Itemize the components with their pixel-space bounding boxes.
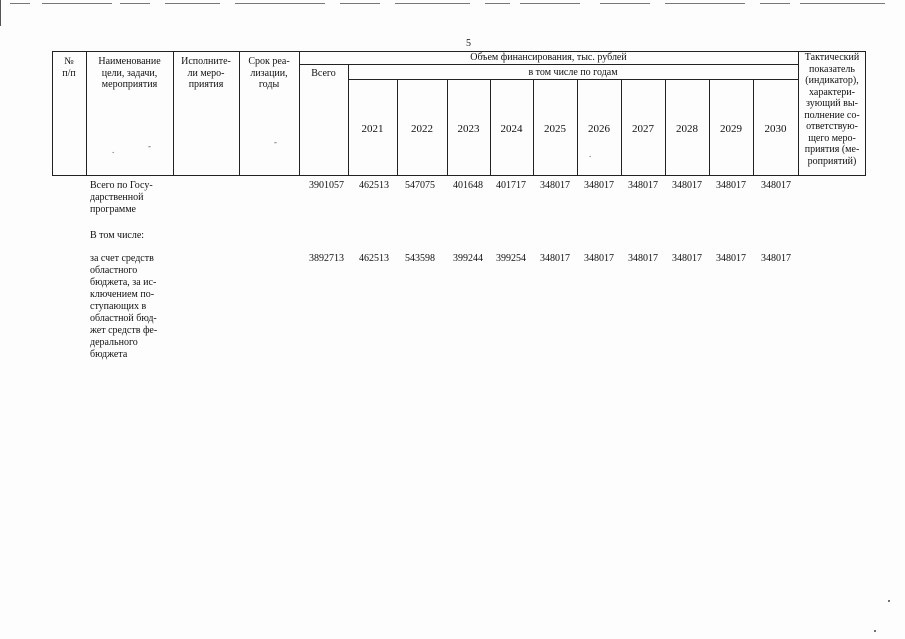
page-number: 5 — [466, 38, 471, 49]
scan-edge-left — [0, 0, 1, 26]
header-num: № п/п — [62, 56, 76, 79]
row-label-total: Всего по Госу- дарственной программе — [90, 180, 153, 215]
header-total: Всего — [311, 68, 336, 79]
year-value: 348017 — [628, 180, 658, 191]
year-value: 348017 — [584, 253, 614, 264]
year-header: 2028 — [676, 123, 698, 135]
scan-speck — [888, 600, 890, 602]
row-label-regional-budget: за счет средств областного бюджета, за ис- ключением по- ступающих в областной бюд- жет средств фе- дерального бюджета — [90, 253, 158, 360]
header-name: Наименование цели, задачи, мероприятия — [98, 56, 161, 90]
year-header: 2026 — [588, 123, 610, 135]
header-funding-title: Объем финансирования, тыс. рублей — [470, 52, 627, 63]
scan-speck — [874, 630, 876, 632]
year-value: 348017 — [761, 180, 791, 191]
header-term: Срок реа- лизации, годы — [248, 56, 290, 90]
row-total-value: 3901057 — [309, 180, 344, 191]
year-value: 462513 — [359, 253, 389, 264]
year-value: 348017 — [716, 180, 746, 191]
year-value: 399244 — [453, 253, 483, 264]
year-header: 2027 — [632, 123, 654, 135]
year-value: 348017 — [540, 180, 570, 191]
year-header: 2021 — [361, 123, 384, 135]
year-header: 2025 — [544, 123, 566, 135]
scan-edge-top — [0, 0, 905, 10]
year-value: 348017 — [672, 180, 702, 191]
year-value: 401717 — [496, 180, 526, 191]
year-header: 2029 — [720, 123, 742, 135]
year-value: 348017 — [761, 253, 791, 264]
year-value: 462513 — [359, 180, 389, 191]
year-value: 348017 — [540, 253, 570, 264]
year-value: 348017 — [584, 180, 614, 191]
year-header: 2023 — [457, 123, 480, 135]
header-indicator: Тактический показатель (индикатор), характери- зующий вы- полнение со- ответствую- щего меро- приятия (ме- роприятий) — [804, 52, 860, 167]
header-executor: Исполните- ли меро- приятия — [181, 56, 231, 90]
year-header: 2030 — [764, 123, 787, 135]
table-header: № п/п Наименование цели, задачи, мероприятия Исполните- ли меро- приятия Срок реа- лизации, годы Объем финансирования, тыс. рублей Всего в том числе по годам 2021 2022 2023 2024 2025 2026 2027 2028 2029 2030 Тактический показатель (индикатор), характери- зующий вы- полнение со- ответствую- щего меро- приятия (ме- роприятий) . - - . — [52, 51, 866, 176]
year-value: 348017 — [716, 253, 746, 264]
year-value: 547075 — [405, 180, 435, 191]
year-header: 2022 — [411, 123, 433, 135]
header-by-years: в том числе по годам — [528, 67, 618, 78]
year-value: 399254 — [496, 253, 526, 264]
year-header: 2024 — [500, 123, 523, 135]
year-value: 348017 — [672, 253, 702, 264]
row-total-value: 3892713 — [309, 253, 344, 264]
year-value: 401648 — [453, 180, 483, 191]
row-label-including: В том числе: — [90, 230, 145, 241]
year-value: 348017 — [628, 253, 658, 264]
year-value: 543598 — [405, 253, 435, 264]
